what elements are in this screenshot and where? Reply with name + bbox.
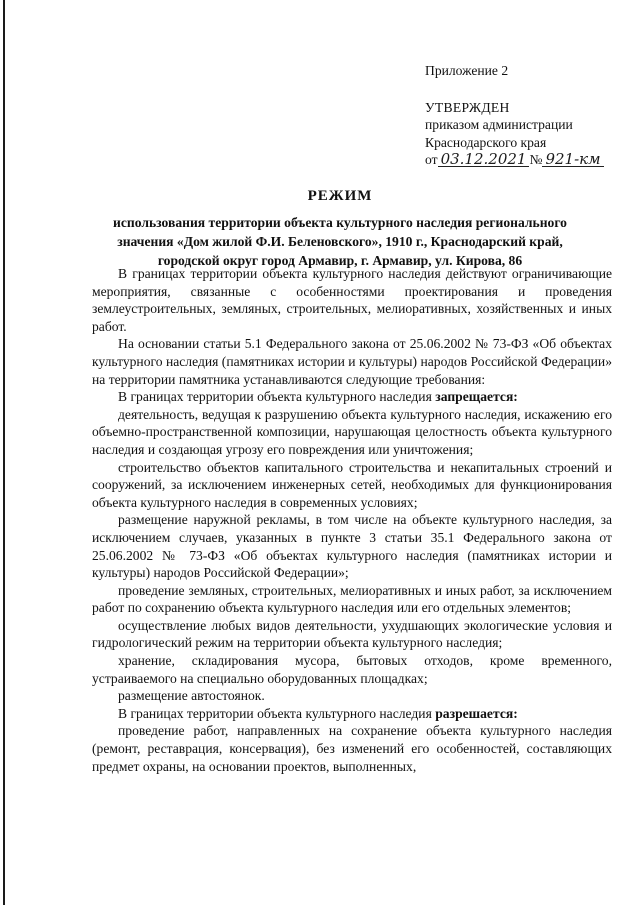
list-item: хранение, складирования мусора, бытовых отходов, кроме временного, устраиваемого на специально оборудованных площадках;	[92, 653, 612, 686]
list-item: деятельность, ведущая к разрушению объекта культурного наследия, искажению его объемно-пространственной композиции, нарушающая целостность объекта культурного наследия и создающая угрозу его повреждения или уничтожения;	[92, 406, 612, 457]
date-prefix: от	[425, 152, 438, 167]
prohibited-heading-text: В границах территории объекта культурного наследия	[118, 389, 432, 405]
handwritten-date: 03.12.2021	[438, 153, 530, 167]
document-title-block	[60, 188, 620, 270]
list-item: размещение автостоянок.	[118, 688, 265, 704]
approval-block	[425, 62, 630, 169]
approved-by-line2: Краснодарского края	[425, 134, 547, 150]
paragraph-permitted-heading	[92, 705, 612, 723]
approved-label: УТВЕРЖДЕН	[425, 99, 510, 115]
subtitle-line-3: городской округ город Армавир, г. Армавир, ул. Кирова, 86	[157, 253, 523, 268]
number-prefix: №	[529, 152, 543, 167]
approved-by-line1: приказом администрации	[425, 117, 573, 132]
list-item: проведение земляных, строительных, мелиоративных и иных работ, за исключением работ по сохранению объекта культурного наследия или его отдельных элементов;	[92, 582, 612, 616]
subtitle-line-2: значения «Дом жилой Ф.И. Беленовского», 1910 г., Краснодарский край,	[117, 234, 563, 249]
paragraph-prohibited-heading	[92, 388, 612, 406]
order-date-line	[425, 151, 630, 169]
handwritten-number: 921-км	[542, 153, 603, 167]
document-heading: РЕЖИМ	[307, 188, 373, 204]
list-item: осуществление любых видов деятельности, ухудшающих экологические условия и гидрологический режим на территории объекта культурного наследия;	[92, 617, 612, 651]
paragraph-restrictions-intro: В границах территории объекта культурного наследия действуют ограничивающие мероприятия, связанные с особенностями проектирования и проведения землеустроительных, земляных, строительных, мелиоративных, хозяйственных и иных работ.	[92, 266, 612, 334]
list-item: проведение работ, направленных на сохранение объекта культурного наследия (ремонт, реставрация, консервация), без изменений его особенностей, составляющих предмет охраны, на основании проектов, выполненных,	[92, 723, 612, 774]
permitted-keyword: разрешается:	[435, 705, 518, 721]
prohibited-keyword: запрещается:	[435, 389, 518, 405]
document-body	[92, 265, 612, 775]
list-item: строительство объектов капитального строительства и некапитальных строений и сооружений, за исключением инженерных сетей, необходимых для функционирования объекта культурного наследия в современных условиях;	[92, 459, 612, 510]
page-edge-line	[3, 0, 5, 905]
permitted-heading-text: В границах территории объекта культурного наследия	[118, 705, 432, 721]
appendix-label: Приложение 2	[425, 63, 509, 78]
list-item: размещение наружной рекламы, в том числе на объекте культурного наследия, за исключением случаев, указанных в пункте 3 статьи 35.1 Федерального закона от 25.06.2002 № 73-ФЗ «Об объектах культурного наследия (памятниках истории и культуры) народов Российской Федерации»;	[92, 512, 612, 581]
paragraph-legal-basis: На основании статьи 5.1 Федерального закона от 25.06.2002 № 73-ФЗ «Об объектах культурного наследия (памятниках истории и культуры) народов Российской Федерации» на территории памятника устанавливаются следующие требования:	[92, 336, 612, 387]
subtitle-line-1: использования территории объекта культурного наследия регионального	[113, 215, 567, 230]
